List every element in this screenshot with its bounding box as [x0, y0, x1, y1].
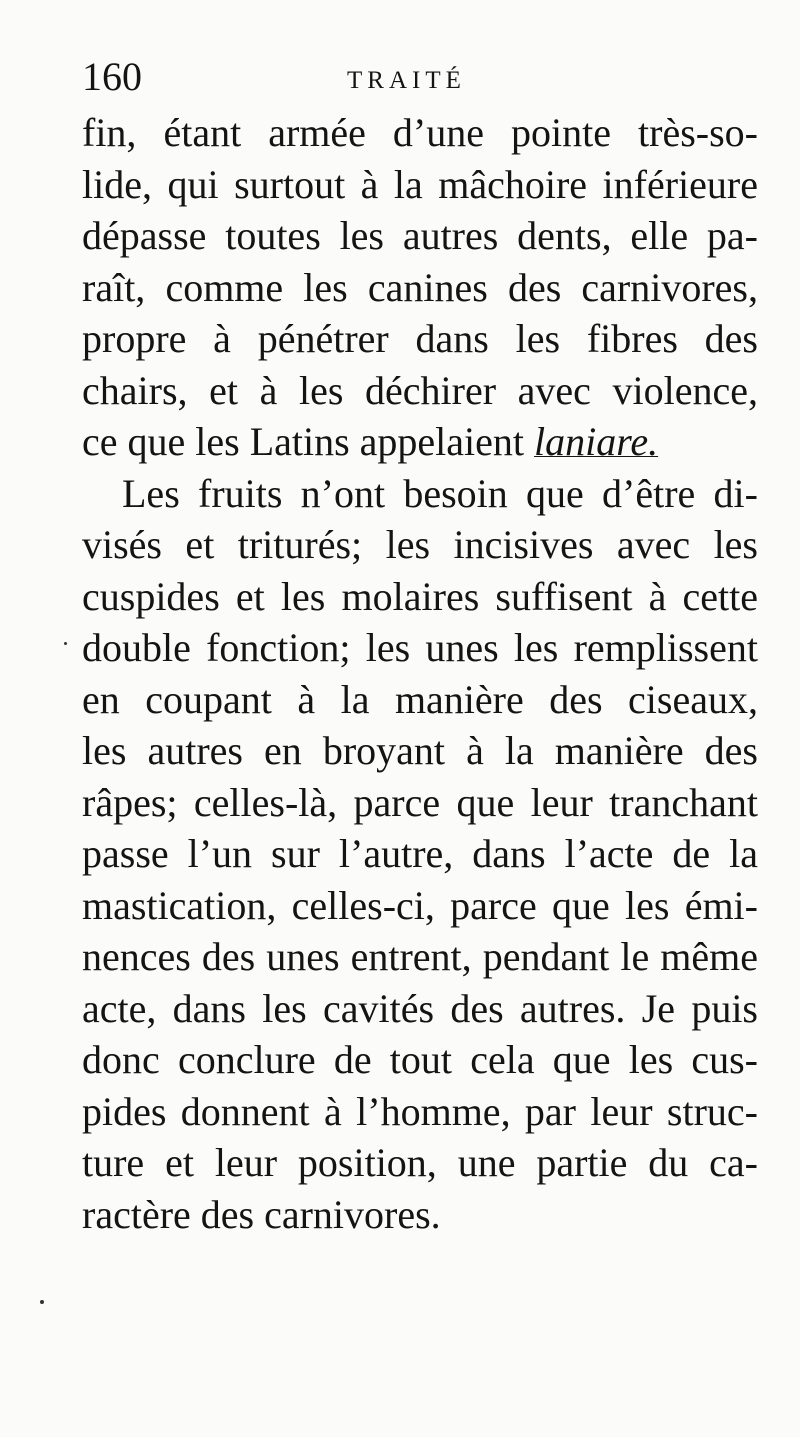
text-line-start: ce que les Latins appelaient: [82, 419, 525, 464]
text-line: ture et leur position, une partie du ca-: [82, 1140, 758, 1185]
page-number: 160: [82, 54, 142, 99]
text-line: nences des unes entrent, pendant le même: [82, 934, 758, 979]
text-line: râpes; celles-là, parce que leur tranchant: [82, 779, 758, 825]
text-line: propre à pénétrer dans les fibres des: [82, 316, 758, 361]
italic-term: laniare.: [534, 419, 659, 464]
text-line: en coupant à la manière des ciseaux,: [82, 676, 758, 722]
running-head: TRAITÉ: [347, 67, 466, 94]
text-line-paragraph-end: ractère des carnivores.: [82, 1191, 441, 1237]
text-line: lide, qui surtout à la mâchoire inférieure: [82, 161, 758, 207]
text-line-paragraph-start: Les fruits n’ont besoin que d’être di-: [122, 470, 758, 516]
body-text: [82, 107, 758, 1240]
text-line: visés et triturés; les incisives avec les: [82, 522, 758, 567]
text-line: les autres en broyant à la manière des: [82, 728, 758, 773]
ink-speck: [64, 642, 67, 645]
text-line: cuspides et les molaires suffisent à cette: [82, 573, 758, 619]
text-line: donc conclure de tout cela que les cus-: [82, 1037, 758, 1082]
ink-speck: [40, 1300, 44, 1304]
text-line: double fonction; les unes les remplissent: [82, 625, 758, 670]
text-line: mastication, celles-ci, parce que les émi-: [82, 882, 758, 928]
text-line: pides donnent à l’homme, par leur struc-: [82, 1088, 758, 1134]
text-line: chairs, et à les déchirer avec violence,: [82, 367, 758, 413]
text-line: dépasse toutes les autres dents, elle pa-: [82, 213, 758, 258]
text-line-paragraph-end: [82, 416, 758, 468]
text-line: passe l’un sur l’autre, dans l’acte de la: [82, 831, 758, 876]
text-line: fin, étant armée d’une pointe très-so-: [82, 110, 758, 155]
text-line: raît, comme les canines des carnivores,: [82, 264, 758, 310]
page-header: [82, 52, 762, 102]
text-line: acte, dans les cavités des autres. Je puis: [82, 985, 758, 1031]
